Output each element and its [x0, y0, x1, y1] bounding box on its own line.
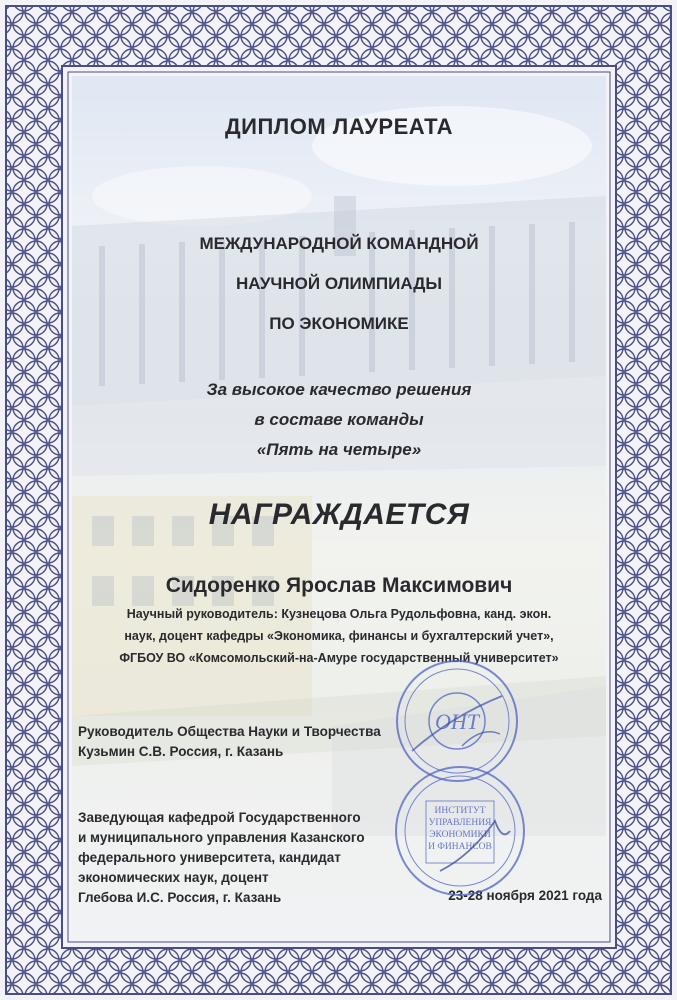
signer1-name: Кузьмин С.В. Россия, г. Казань	[78, 744, 284, 759]
supervisor-line-3: ФГБОУ ВО «Комсомольский-на-Амуре государственный университет»	[119, 651, 559, 665]
certificate-title: ДИПЛОМ ЛАУРЕАТА	[224, 114, 454, 139]
signer2-name: Глебова И.С. Россия, г. Казань	[78, 890, 282, 905]
reason-line-1: За высокое качество решения	[206, 380, 472, 399]
institute-stamp	[390, 761, 530, 901]
supervisor-line-1: Научный руководитель: Кузнецова Ольга Рудольфовна, канд. экон.	[126, 607, 552, 621]
signer2-line-2: и муниципального управления Казанского	[78, 830, 365, 845]
stamp2-center-text: ИНСТИТУТ УПРАВЛЕНИЯ ЭКОНОМИКИ И ФИНАНСОВ	[428, 806, 492, 852]
signer2-line-4: экономических наук, доцент	[78, 870, 269, 885]
olympiad-line-1: МЕЖДУНАРОДНОЙ КОМАНДНОЙ	[199, 234, 479, 253]
olympiad-line-2: НАУЧНОЙ ОЛИМПИАДЫ	[235, 274, 443, 293]
olympiad-line-3: ПО ЭКОНОМИКЕ	[269, 314, 409, 333]
reason-line-2: в составе команды	[254, 410, 424, 429]
supervisor-line-2: наук, доцент кафедры «Экономика, финансы и бухгалтерский учет»,	[124, 629, 554, 643]
event-date: 23-28 ноября 2021 года	[448, 888, 602, 903]
awarded-heading: НАГРАЖДАЕТСЯ	[208, 498, 470, 531]
certificate-body	[72, 76, 606, 938]
stamp1-center-text: ОНТ	[434, 709, 480, 734]
signer2-line-3: федерального университета, кандидат	[78, 850, 341, 865]
recipient-name: Сидоренко Ярослав Максимович	[165, 574, 513, 597]
team-name: «Пять на четыре»	[256, 440, 422, 459]
signer2-line-1: Заведующая кафедрой Государственного	[78, 810, 361, 825]
signer1-title: Руководитель Общества Науки и Творчества	[78, 724, 381, 739]
